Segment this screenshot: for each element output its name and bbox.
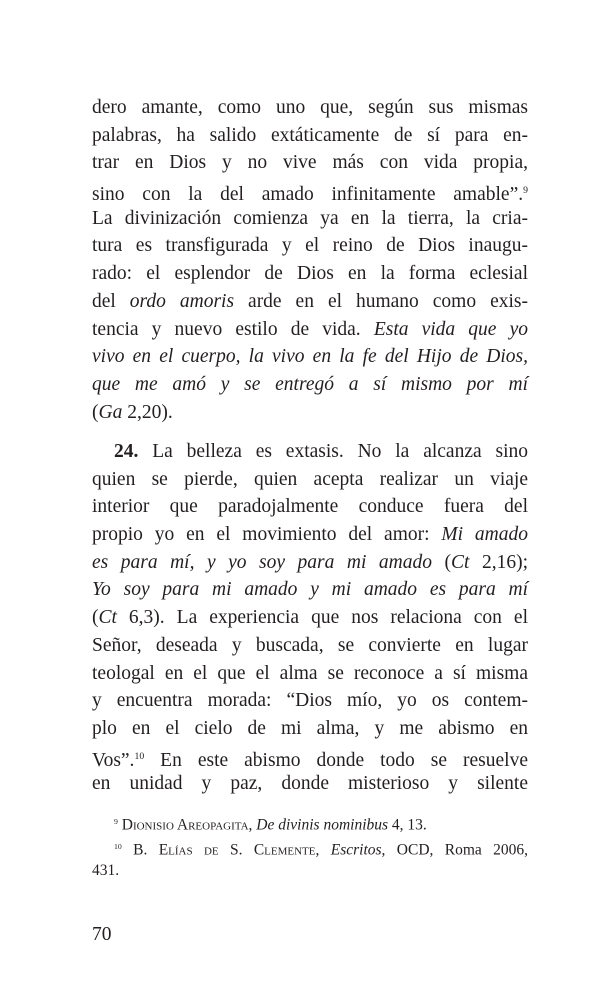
text-line [92,632,528,660]
text-run: 2,16); [469,551,528,573]
text-run: Ct [451,551,470,573]
footnotes [92,810,528,884]
text-line [92,94,528,122]
text-run: sino con la del amado infinitamente amable”. [92,183,524,205]
text-run: 4, 13. [388,816,427,834]
text-run: ( [92,607,99,629]
text-run: La divinización comienza ya en la tierra, la cria- [92,207,528,229]
paragraph-24 [92,438,528,798]
text-line [92,576,528,604]
text-line [92,399,528,427]
footnote-ref: 9 [114,817,118,826]
text-run: La belleza es extasis. No la alcanza sino [138,441,528,462]
text-line [92,316,528,344]
text-line [92,770,528,798]
text-run: Ga [98,401,123,423]
text-line [92,493,528,521]
text-line [92,149,528,177]
text-run: Escritos [330,840,382,858]
text-run: vivo en el cuerpo, la vivo en la fe del Hijo de Dios, [92,346,528,368]
text-run: ordo amoris [129,290,235,312]
text-run: B. [121,840,159,858]
text-run: Señor, deseada y buscada, se convierte en lugar [92,634,528,656]
text-run: tencia y nuevo estilo de vida. [92,318,374,340]
text-run: Elías de S. Clemente [158,840,316,858]
text-line [92,260,528,288]
text-run: palabras, ha salido extáticamente de sí para en- [92,124,528,146]
footnote-ref: 10 [114,841,122,851]
text-run: Esta vida que yo [373,318,528,340]
text-run: Vos”. [92,749,135,771]
text-line [92,177,528,205]
text-run: que me amó y se entregó a sí mismo por mí [92,373,528,395]
text-run: 2,20). [122,401,173,423]
footnote-line [92,835,528,860]
text-run: es para mí, y yo soy para mi amado [92,551,432,573]
text-run: , [315,840,331,858]
text-run: del [92,290,130,312]
text-line [92,743,528,771]
text-run: dero amante, como uno que, según sus mismas [92,97,528,118]
text-line [92,371,528,399]
page-number: 70 [92,924,112,945]
footnote-ref: 9 [523,185,528,197]
text-line [92,604,528,632]
text-run: y encuentra morada: “Dios mío, yo os contem- [92,690,528,712]
text-line [92,232,528,260]
text-line [92,687,528,715]
footnote-ref: 10 [134,750,145,762]
text-line [92,466,528,494]
paragraph-continued [92,94,528,426]
text-line [92,122,528,150]
text-run: propio yo en el movimiento del amor: [92,524,442,546]
text-line [92,288,528,316]
text-run: En este abismo donde todo se resuelve [144,749,528,771]
text-run: quien se pierde, quien acepta realizar un viaje [92,468,528,490]
text-run: , OCD, Roma 2006, [381,840,528,858]
text-line [92,438,528,466]
text-run: Dionisio Areopagita [121,816,249,834]
text-run: , [248,816,257,834]
text-run: ( [432,551,452,573]
text-line [92,549,528,577]
text-line [92,660,528,688]
text-run: teologal en el que el alma se reconoce a sí misma [92,662,528,684]
footnote-line [92,859,528,884]
text-run: tura es transfigurada y el reino de Dios inaugu- [92,235,528,257]
text-run: Ct [98,607,117,629]
text-line [92,343,528,371]
text-run: Yo soy para mi amado y mi amado es para mí [92,579,528,601]
text-run: rado: el esplendor de Dios en la forma eclesial [92,263,528,285]
text-run: en unidad y paz, donde misterioso y silente [92,773,528,795]
text-run: Mi amado [441,524,528,546]
text-run: 431. [92,862,120,879]
text-run: 6,3). La experiencia que nos relaciona con el [116,607,528,629]
text-run: trar en Dios y no vive más con vida propia, [92,152,528,174]
text-line [92,521,528,549]
text-run: plo en el cielo de mi alma, y me abismo en [92,717,528,739]
text-run: 24. [114,441,139,462]
text-line [92,205,528,233]
text-run: interior que paradojalmente conduce fuera del [92,496,528,518]
text-run: arde en el humano como exis- [234,290,528,312]
text-line [92,715,528,743]
text-run: ( [92,401,99,423]
text-run: De divinis nominibus [256,816,389,834]
footnote-line [92,810,528,835]
